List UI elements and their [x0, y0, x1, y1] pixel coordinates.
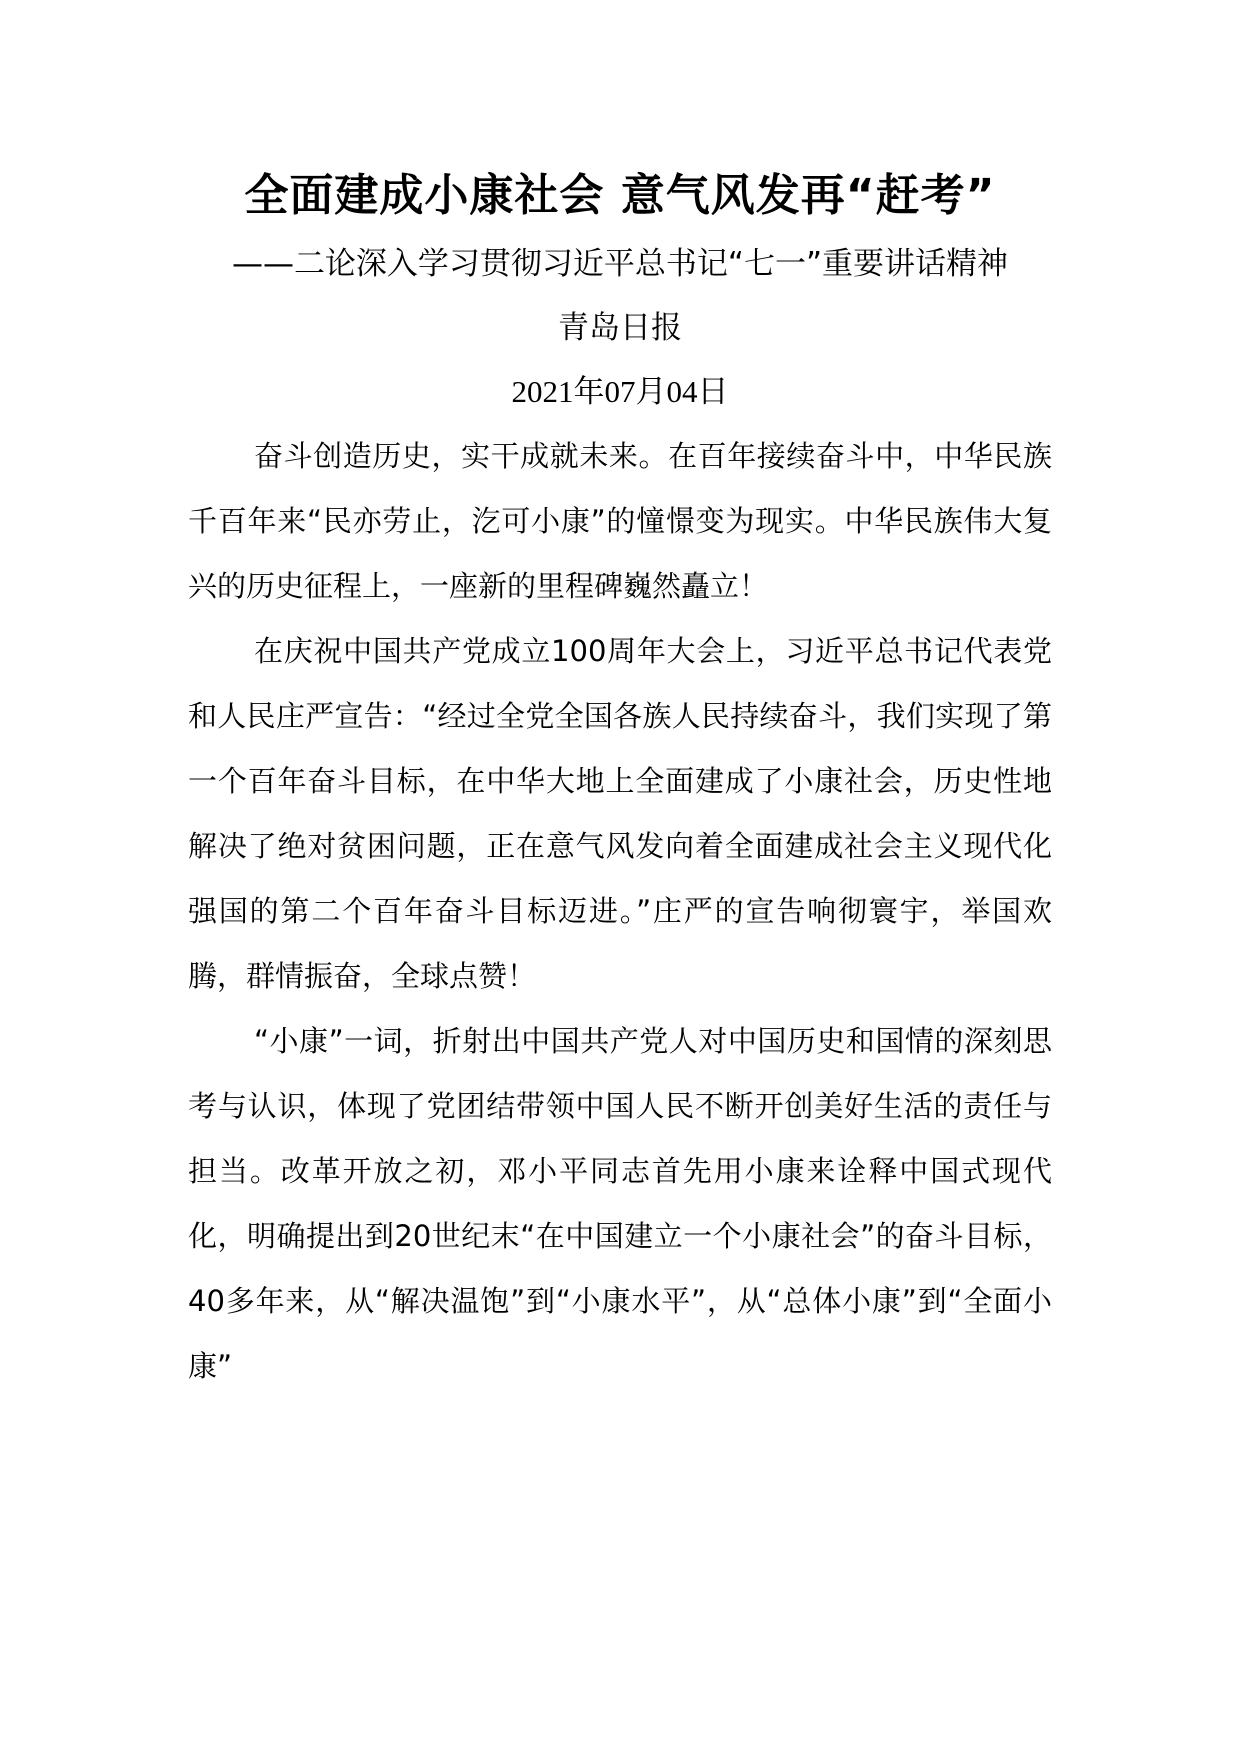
article-subtitle: ——二论深入学习贯彻习近平总书记“七一”重要讲话精神 — [231, 246, 1009, 282]
document-page — [188, 160, 1052, 1399]
article-source: 青岛日报 — [558, 310, 682, 346]
article-title: 全面建成小康社会 意气风发再“赶考” — [244, 170, 996, 221]
body-paragraph-2: 在庆祝中国共产党成立100周年大会上，习近平总书记代表党和人民庄严宣告：“经过全党全国各族人民持续奋斗，我们实现了第一个百年奋斗目标，在中华大地上全面建成了小康社会，历史性地解决了绝对贫困问题，正在意气风发向着全面建成社会主义现代化强国的第二个百年奋斗目标迈进。”庄严的宣告响彻寰宇，举国欢腾，群情振奋，全球点赞！ — [188, 634, 1052, 993]
body-paragraph-1: 奋斗创造历史，实干成就未来。在百年接续奋斗中，中华民族千百年来“民亦劳止，汔可小康”的憧憬变为现实。中华民族伟大复兴的历史征程上，一座新的里程碑巍然矗立！ — [188, 439, 1052, 603]
body-paragraph-3: “小康”一词，折射出中国共产党人对中国历史和国情的深刻思考与认识，体现了党团结带领中国人民不断开创美好生活的责任与担当。改革开放之初，邓小平同志首先用小康来诠释中国式现代化，明确提出到20世纪末“在中国建立一个小康社会”的奋斗目标，40多年来，从“解决温饱”到“小康水平”，从“总体小康”到“全面小康” — [188, 1024, 1052, 1383]
article-date: 2021年07月04日 — [511, 374, 729, 409]
